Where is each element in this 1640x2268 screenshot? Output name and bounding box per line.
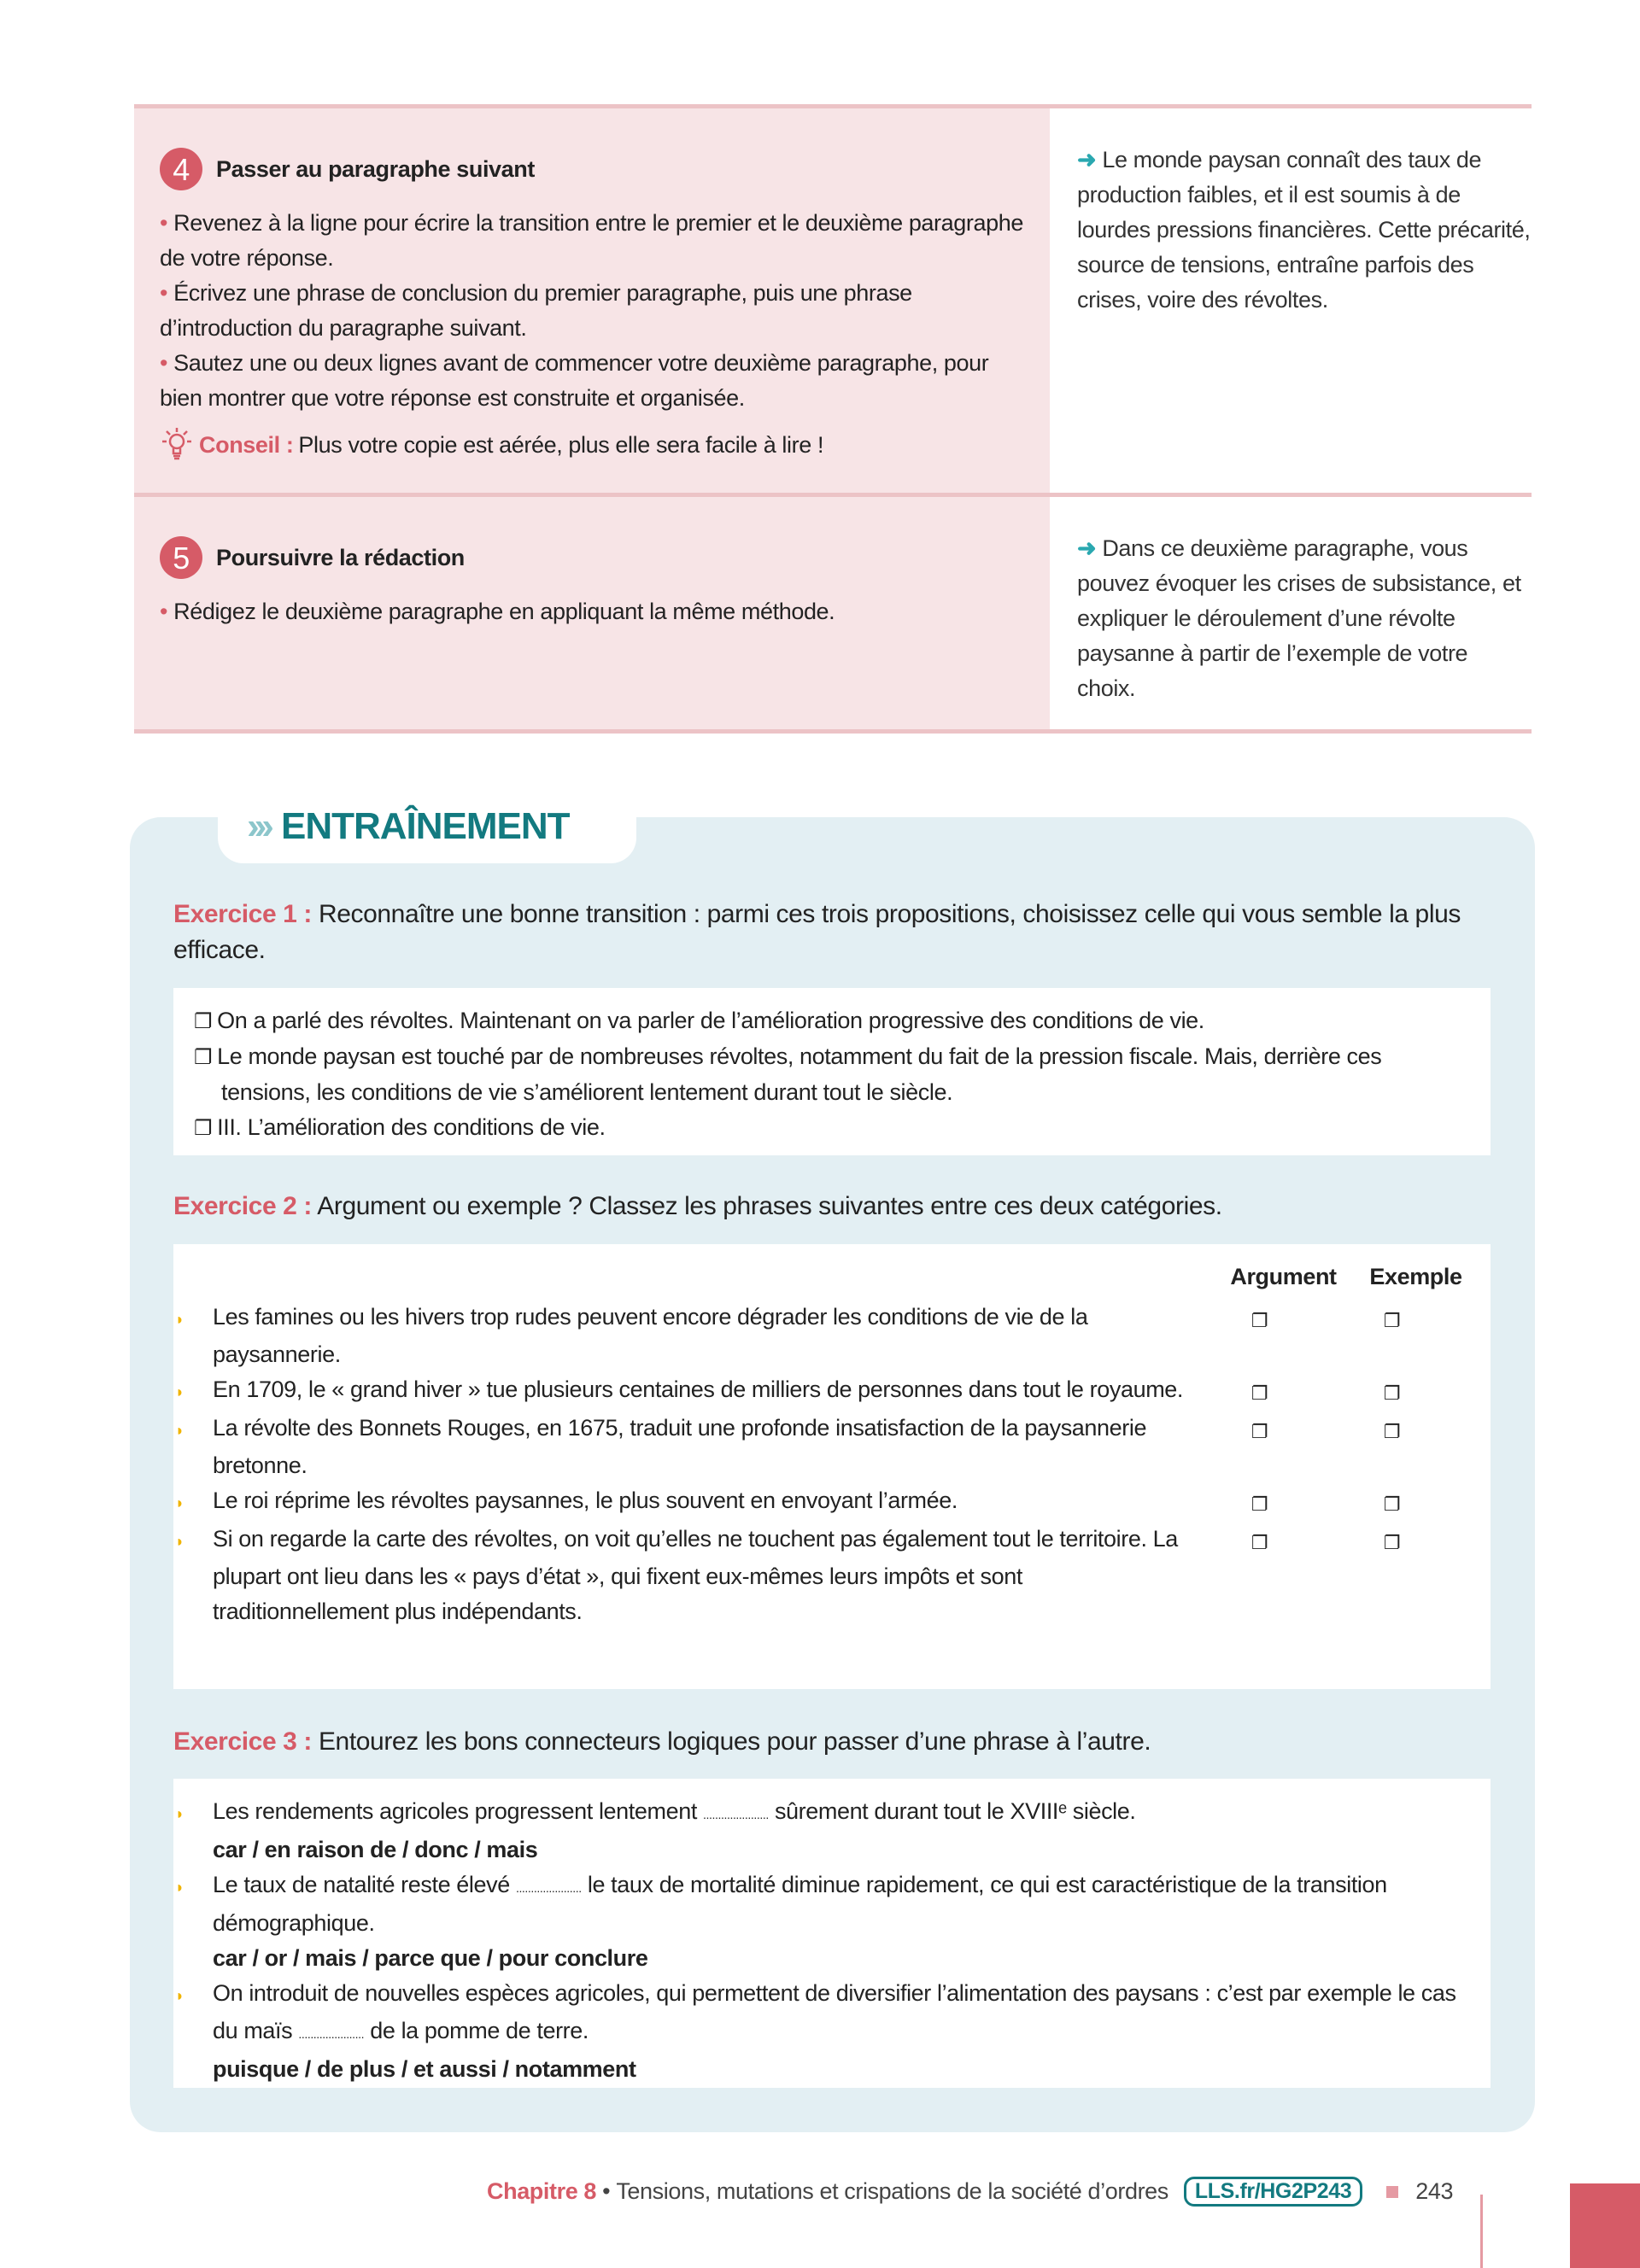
exemple-checkbox[interactable]: ❐ [1383, 1493, 1401, 1515]
option[interactable]: ❐ Le monde paysan est touché par de nombreuses révoltes, notamment du fait de la pression fiscale. Mais, derrière ces tensions, les conditions de vie s’améliorent lentement durant tout le siècle. [194, 1043, 1382, 1105]
checkbox-icon: ❐ [194, 1117, 213, 1140]
connector-item: ◗ Les rendements agricoles progressent lentement ...................... sûrement durant tout le XVIIIᵉ siècle. [175, 1798, 1136, 1824]
table-row: ◗ La révolte des Bonnets Rouges, en 1675, traduit une profonde insatisfaction de la paysannerie bretonne. ❐ ❐ [194, 1411, 1482, 1483]
chapter-label: Chapitre 8 [487, 2178, 597, 2204]
exemple-checkbox[interactable]: ❐ [1383, 1532, 1401, 1553]
exercise-2-prompt: Exercice 2 : Argument ou exemple ? Classez les phrases suivantes entre ces deux catégories. [173, 1192, 1222, 1220]
exemple-checkbox[interactable]: ❐ [1383, 1310, 1401, 1331]
page-footer: Chapitre 8 • Tensions, mutations et crispations de la société d’ordres LLS.fr/HG2P243 243 [487, 2177, 1453, 2207]
connector-choices[interactable]: car / en raison de / donc / mais [213, 1837, 538, 1862]
argument-checkbox[interactable]: ❐ [1250, 1532, 1268, 1553]
training-tab [218, 790, 636, 863]
step-5-instructions [134, 497, 1050, 729]
exercise-3-prompt: Exercice 3 : Entourez les bons connecteurs logiques pour passer d’une phrase à l’autre. [173, 1727, 1151, 1756]
exemple-checkbox[interactable]: ❐ [1383, 1382, 1401, 1404]
lightbulb-icon [160, 426, 194, 464]
exercise-2-table [173, 1244, 1491, 1689]
page-number: 243 [1415, 2178, 1454, 2204]
step-number: 5 [160, 536, 202, 579]
method-table [134, 104, 1532, 734]
exercise-1-prompt: Exercice 1 : Reconnaître une bonne transition : parmi ces trois propositions, choisissez celle qui vous semble la plus efficace. [173, 900, 1461, 964]
page-edge-tab [1570, 2183, 1640, 2268]
option[interactable]: ❐ III. L’amélioration des conditions de vie. [194, 1114, 606, 1140]
argument-checkbox[interactable]: ❐ [1250, 1421, 1268, 1442]
exercise-3-items [173, 1779, 1491, 2088]
step-title: Passer au paragraphe suivant [216, 155, 535, 182]
bullet: • Rédigez le deuxième paragraphe en appliquant la même méthode. [160, 599, 835, 624]
training-title: ENTRAÎNEMENT [280, 805, 570, 847]
arrow-right-icon: ➜ [1077, 147, 1103, 172]
bullet: • Sautez une ou deux lignes avant de commencer votre deuxième paragraphe, pour bien montrer que votre réponse est construite et organisée. [160, 350, 989, 411]
connector-choices[interactable]: puisque / de plus / et aussi / notamment [213, 2056, 636, 2082]
table-row: ◗ Les famines ou les hivers trop rudes peuvent encore dégrader les conditions de vie de la paysannerie. ❐ ❐ [194, 1300, 1482, 1372]
connector-item: ◗ On introduit de nouvelles espèces agricoles, qui permettent de diversifier l’alimentation des paysans : c’est par exemple le cas du maïs ...................... de la pomme de terre. [175, 1980, 1456, 2043]
step-5-row [134, 497, 1532, 734]
argument-checkbox[interactable]: ❐ [1250, 1310, 1268, 1331]
argument-checkbox[interactable]: ❐ [1250, 1493, 1268, 1515]
step-4-instructions [134, 108, 1050, 493]
column-argument: Argument [1230, 1264, 1337, 1289]
exemple-checkbox[interactable]: ❐ [1383, 1421, 1401, 1442]
connector-choices[interactable]: car / or / mais / parce que / pour conclure [213, 1945, 648, 1971]
step-4-row [134, 108, 1532, 497]
bullet: • Écrivez une phrase de conclusion du premier paragraphe, puis une phrase d’introduction du paragraphe suivant. [160, 280, 912, 341]
option[interactable]: ❐ On a parlé des révoltes. Maintenant on va parler de l’amélioration progressive des conditions de vie. [194, 1008, 1204, 1033]
page-marker [1386, 2186, 1398, 2198]
argument-checkbox[interactable]: ❐ [1250, 1382, 1268, 1404]
connector-item: ◗ Le taux de natalité reste élevé ...................... le taux de mortalité diminue rapidement, ce qui est caractéristique de la transition démographique. [175, 1872, 1387, 1936]
step-title: Poursuivre la rédaction [216, 544, 465, 570]
tip: Conseil : Plus votre copie est aérée, plus elle sera facile à lire ! [160, 426, 1029, 464]
footer-divider [1480, 2195, 1483, 2268]
exercise-1-options [173, 988, 1491, 1155]
chevrons-icon: ››› [247, 805, 269, 847]
lls-link[interactable]: LLS.fr/HG2P243 [1184, 2177, 1362, 2207]
chapter-title: Tensions, mutations et crispations de la société d’ordres [616, 2178, 1168, 2204]
step-4-note: ➜ Le monde paysan connaît des taux de production faibles, et il est soumis à de lourdes pressions financières. Cette précarité, source de tensions, entraîne parfois des crises, voire des révoltes. [1077, 147, 1531, 313]
step-number: 4 [160, 148, 202, 190]
checkbox-icon: ❐ [194, 1010, 213, 1033]
checkbox-icon: ❐ [194, 1046, 213, 1069]
arrow-right-icon: ➜ [1077, 535, 1103, 561]
table-row: ◗ Si on regarde la carte des révoltes, on voit qu’elles ne touchent pas également tout le territoire. La plupart ont lieu dans les « pays d’état », qui fixent eux-mêmes leurs impôts et sont traditionnellement plus indépendants. ❐ ❐ [194, 1522, 1482, 1629]
step-5-note: ➜ Dans ce deuxième paragraphe, vous pouvez évoquer les crises de subsistance, et expliquer le déroulement d’une révolte paysanne à partir de l’exemple de votre choix. [1077, 535, 1521, 701]
column-exemple: Exemple [1369, 1264, 1462, 1289]
bullet: • Revenez à la ligne pour écrire la transition entre le premier et le deuxième paragraphe de votre réponse. [160, 210, 1023, 271]
table-row: ◗ En 1709, le « grand hiver » tue plusieurs centaines de milliers de personnes dans tout le royaume. ❐ ❐ [194, 1372, 1482, 1411]
table-row: ◗ Le roi réprime les révoltes paysannes, le plus souvent en envoyant l’armée. ❐ ❐ [194, 1483, 1482, 1522]
